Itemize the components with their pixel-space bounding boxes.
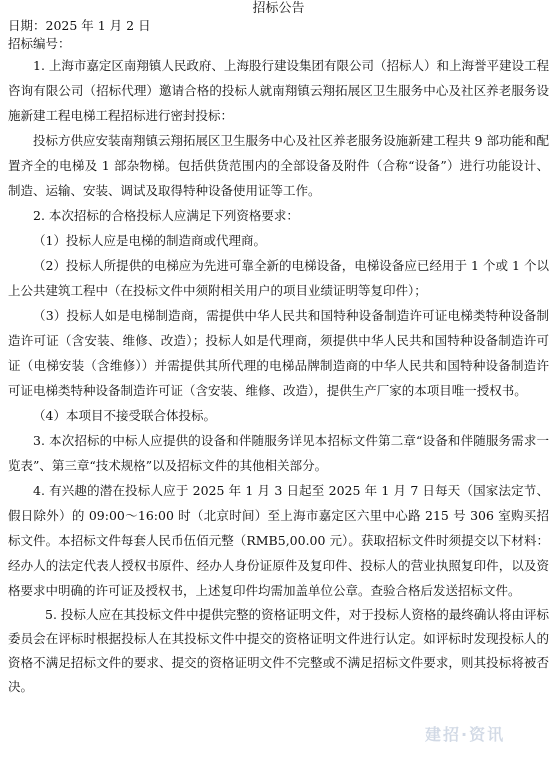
notice-date: 日期：2025 年 1 月 2 日 xyxy=(8,18,151,33)
paragraph-evaluation: 5. 投标人应在其投标文件中提供完整的资格证明文件，对于投标人资格的最终确认将由评标委员会在评标时根据投标人在其投标文件中提交的资格证明文件进行认定。如评标时发现投标人的资格不满足招标文件的要求、提交的资格证明文件不完整或不满足招标文件要求，则其投标将被否决。 xyxy=(8,607,549,694)
paragraph-qualification-3: （3）投标人如是电梯制造商，需提供中华人民共和国特种设备制造许可证电梯类特种设备制造许可证（含安装、维修、改造）；投标人如是代理商，须提供中华人民共和国特种设备制造许可证（电梯安装（含维修））并需提供其所代理的电梯品牌制造商的中华人民共和国特种设备制造许可证电梯类特种设备制造许可证（含安装、维修、改造），提供生产厂家的本项目唯一授权书。 xyxy=(8,308,549,398)
tender-number-label: 招标编号： xyxy=(8,36,71,51)
paragraph-qualification-2: （2）投标人所提供的电梯应为先进可靠全新的电梯设备，电梯设备应已经用于 1 个或 1 个以上公共建筑工程中（在投标文件中须附相关用户的项目业绩证明等复印件）； xyxy=(8,258,549,298)
paragraph-purchase: 4. 有兴趣的潜在投标人应于 2025 年 1 月 3 日起至 2025 年 1 月 7 日每天（国家法定节、假日除外）的 09:00～16:00 时（北京时间）至上海市嘉定区六里中心路 215 号 306 室购买招标文件。本招标文件每套人民币伍佰元整（RMB5,00.00 元）。获取招标文件时须提交以下材料：经办人的法定代表人授权书原件、经办人身份证原件及复印件、投标人的营业执照复印件，以及资格要求中明确的许可证及授权书，上述复印件均需加盖单位公章。查验合格后发送招标文件。 xyxy=(8,483,549,598)
paragraph-qualification-4: （4）本项目不接受联合体投标。 xyxy=(33,408,216,423)
paragraph-services: 3. 本次招标的中标人应提供的设备和伴随服务详见本招标文件第二章“设备和伴随服务需求一览表”、第三章“技术规格”以及招标文件的其他相关部分。 xyxy=(8,433,549,473)
watermark-logo: 建招·资讯 xyxy=(425,725,506,744)
paragraph-scope: 投标方供应安装南翔镇云翔拓展区卫生服务中心及社区养老服务设施新建工程共 9 部功能和配置齐全的电梯及 1 部杂物梯。包括供货范围内的全部设备及附件（合称“设备”）进行功能设计、制造、运输、安装、调试及取得特种设备使用证等工作。 xyxy=(8,133,549,198)
paragraph-qualification-heading: 2. 本次招标的合格投标人应满足下列资格要求： xyxy=(33,208,299,223)
paragraph-qualification-1: （1）投标人应是电梯的制造商或代理商。 xyxy=(33,233,266,248)
page-title: 招标公告 xyxy=(252,1,305,16)
paragraph-intro: 1. 上海市嘉定区南翔镇人民政府、上海股行建设集团有限公司（招标人）和上海誉平建设工程咨询有限公司（招标代理）邀请合格的投标人就南翔镇云翔拓展区卫生服务中心及社区养老服务设施新建工程电梯工程招标进行密封投标： xyxy=(8,58,549,123)
